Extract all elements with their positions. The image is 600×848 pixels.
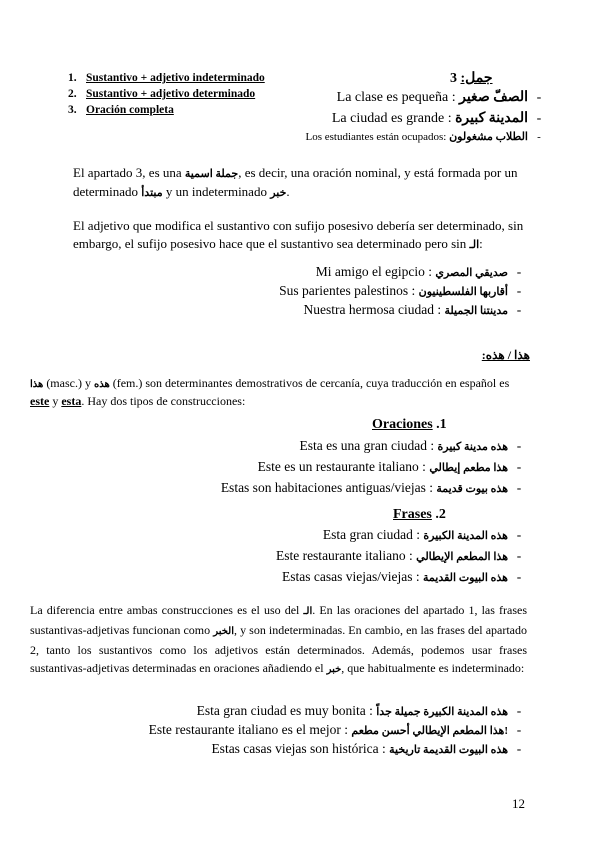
list-item: Este es un restaurante italiano : هذا مطعم إيطالي - — [257, 459, 522, 474]
list-item: Esta es una gran ciudad : هذه مدينة كبيرة - — [299, 438, 522, 453]
list-item: La ciudad es grande : المدينة كبيرة - — [331, 111, 542, 126]
list-item: Estas son habitaciones antiguas/viejas : هذه بيوت قديمة - — [220, 480, 522, 495]
frases-list — [200, 527, 530, 589]
paragraph-3: La diferencia entre ambas construcciones es el uso del الـ. En las oraciones del apartado 1, las frases sustantivas-adjetivas funcionan como الخبر, y son indeterminadas. En cambio, en las frases del apartado 2, tanto los sustantivos como los adjetivos están determinados. Además, podemos usar frases sustantivas-adjetivas determinadas en oraciones añadiendo el خبر, que habitualmente es indeterminado: — [30, 603, 527, 675]
section3-list — [280, 89, 550, 149]
list-item: 3. Oración completa — [68, 104, 174, 116]
section3-heading: 3 جمل: — [450, 71, 493, 86]
list-item: Este restaurante italiano : هذا المطعم الإيطالي - — [275, 548, 522, 563]
list-item: Esta gran ciudad : هذه المدينة الكبيرة - — [322, 527, 522, 542]
list-item: Sus parientes palestinos : أقاربها الفلسطينيون - — [279, 283, 522, 298]
list-item: Esta gran ciudad es muy bonita : هذه المدينة الكبيرة جميلة جداً - — [196, 703, 522, 718]
oraciones-list — [150, 438, 530, 500]
list-item: Nuestra hermosa ciudad : مدينتنا الجميلة - — [303, 302, 522, 317]
numbered-list — [68, 70, 265, 118]
list-item: Los estudiantes están ocupados: الطلاب مشغولون - — [305, 131, 541, 143]
paragraph-2: El adjetivo que modifica el sustantivo con sufijo posesivo debería ser determinado, sin embargo, el sufijo posesivo hace que el sustantivo sea determinado pero sin الـ: — [73, 218, 524, 251]
list-item-label: Oración completa — [86, 104, 174, 116]
list-item: La clase es pequeña : الصفّ صغير - — [336, 90, 542, 105]
paragraph-1: El apartado 3, es una جملة اسمية, es decir, una oración nominal, y está formada por un determinado مبتدأ y un indeterminado خبر. — [73, 165, 518, 199]
final-examples — [100, 703, 530, 763]
demonstratives-paragraph: هذا (masc.) y هذه (fem.) son determinantes demostrativos de cercanía, cuya traducción en español es este y esta. Hay dos tipos de construcciones: — [30, 376, 510, 408]
list-item: Estas casas viejas son histórica : هذه البيوت القديمة تاريخية - — [211, 741, 522, 756]
list-item-label: Sustantivo + adjetivo indeterminado — [86, 72, 265, 84]
list-item: Estas casas viejas/viejas : هذه البيوت القديمة - — [282, 569, 522, 584]
page-number: 12 — [512, 796, 525, 811]
frases-heading: Frases .2 — [393, 507, 446, 522]
demonstratives-heading: هذا / هذه: — [481, 348, 530, 362]
list-item: Este restaurante italiano es el mejor : هذا المطعم الإيطالي أحسن مطعم! - — [148, 722, 522, 737]
list-item: 1. Sustantivo + adjetivo indeterminado — [68, 72, 265, 84]
list-item: 2. Sustantivo + adjetivo determinado — [68, 88, 256, 100]
list-item-label: Sustantivo + adjetivo determinado — [86, 88, 256, 100]
possessive-examples — [240, 264, 530, 324]
list-item: Mi amigo el egipcio : صديقي المصري - — [315, 264, 522, 279]
oraciones-heading: Oraciones .1 — [372, 417, 447, 432]
